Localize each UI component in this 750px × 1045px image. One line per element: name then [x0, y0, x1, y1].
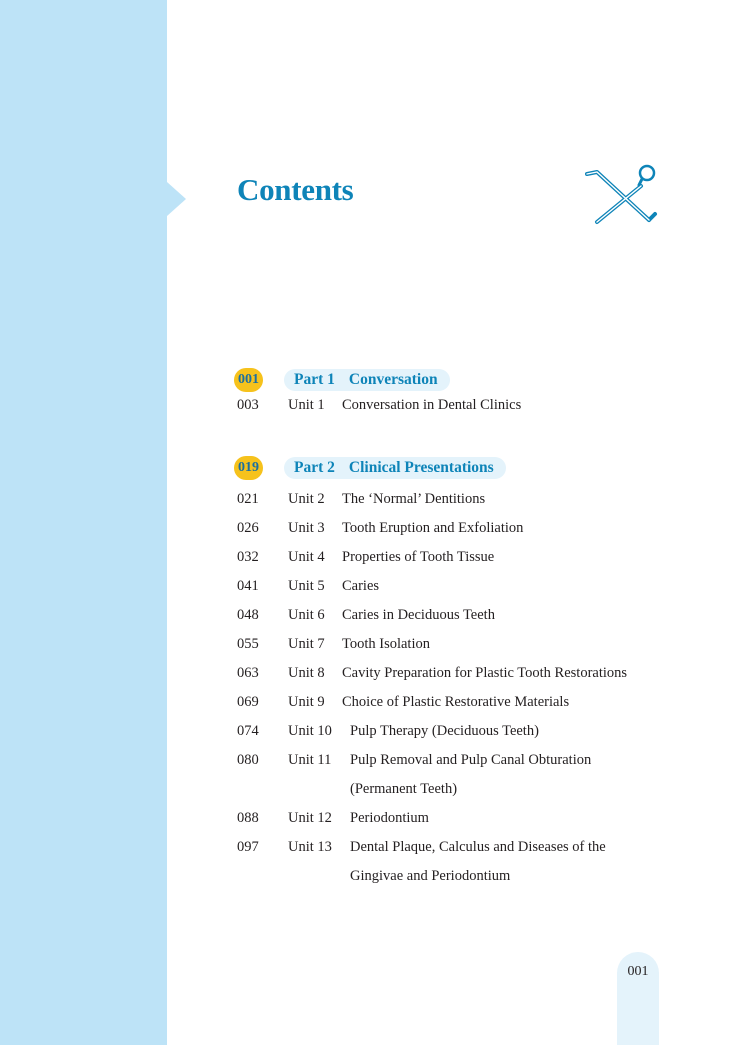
entry-title: Conversation in Dental Clinics — [342, 397, 522, 413]
entry-unit: Unit 7 — [288, 636, 325, 652]
side-band-arrow — [167, 182, 186, 216]
entry-title: Dental Plaque, Calculus and Diseases of the — [350, 839, 606, 855]
entry-title: The ‘Normal’ Dentitions — [342, 491, 486, 507]
entry-unit: Unit 9 — [288, 694, 325, 710]
entry-unit: Unit 11 — [288, 752, 332, 768]
entry-title: Choice of Plastic Restorative Materials — [342, 694, 570, 710]
entry-page: 055 — [237, 636, 259, 652]
entry-unit: Unit 6 — [288, 607, 325, 623]
page-title: Contents — [237, 172, 354, 207]
entry-page: 026 — [237, 520, 259, 536]
side-band — [0, 0, 167, 1045]
entry-title: Properties of Tooth Tissue — [342, 549, 495, 565]
entry-title: Pulp Removal and Pulp Canal Obturation — [350, 752, 592, 768]
entry-title-continuation: (Permanent Teeth) — [350, 781, 458, 797]
entry-page: 080 — [237, 752, 259, 768]
entry-title: Tooth Isolation — [342, 636, 430, 652]
part-label: Part 1 — [294, 371, 335, 388]
page-number: 001 — [627, 964, 649, 979]
entry-page: 048 — [237, 607, 259, 623]
entry-title-continuation: Gingivae and Periodontium — [350, 868, 511, 884]
part-page-badge: 001 — [234, 368, 263, 392]
entry-title: Cavity Preparation for Plastic Tooth Restorations — [342, 665, 628, 681]
entry-title: Pulp Therapy (Deciduous Teeth) — [350, 723, 539, 739]
part-label: Part 2 — [294, 459, 335, 476]
entry-unit: Unit 10 — [288, 723, 332, 739]
entry-page: 069 — [237, 694, 259, 710]
part-title-pill — [284, 369, 450, 391]
entry-title: Caries — [342, 578, 380, 594]
entry-unit: Unit 8 — [288, 665, 325, 681]
entry-unit: Unit 1 — [288, 397, 325, 413]
dental-tools-icon — [583, 160, 661, 228]
entry-unit: Unit 4 — [288, 549, 325, 565]
entry-unit: Unit 3 — [288, 520, 325, 536]
entry-title: Tooth Eruption and Exfoliation — [342, 520, 524, 536]
entry-page: 063 — [237, 665, 259, 681]
entry-unit: Unit 5 — [288, 578, 325, 594]
entry-page: 088 — [237, 810, 259, 826]
entry-page: 097 — [237, 839, 259, 855]
entry-page: 021 — [237, 491, 259, 507]
entry-unit: Unit 2 — [288, 491, 325, 507]
entry-unit: Unit 13 — [288, 839, 332, 855]
entry-unit: Unit 12 — [288, 810, 332, 826]
entry-page: 041 — [237, 578, 259, 594]
entry-page: 003 — [237, 397, 259, 413]
entry-page: 074 — [237, 723, 259, 739]
part-name: Clinical Presentations — [348, 459, 494, 476]
entry-title: Periodontium — [350, 810, 429, 826]
part-page-badge: 019 — [234, 456, 263, 480]
entry-page: 032 — [237, 549, 259, 565]
entry-title: Caries in Deciduous Teeth — [342, 607, 495, 623]
part-title-pill — [284, 457, 506, 479]
part-name: Conversation — [348, 371, 438, 388]
